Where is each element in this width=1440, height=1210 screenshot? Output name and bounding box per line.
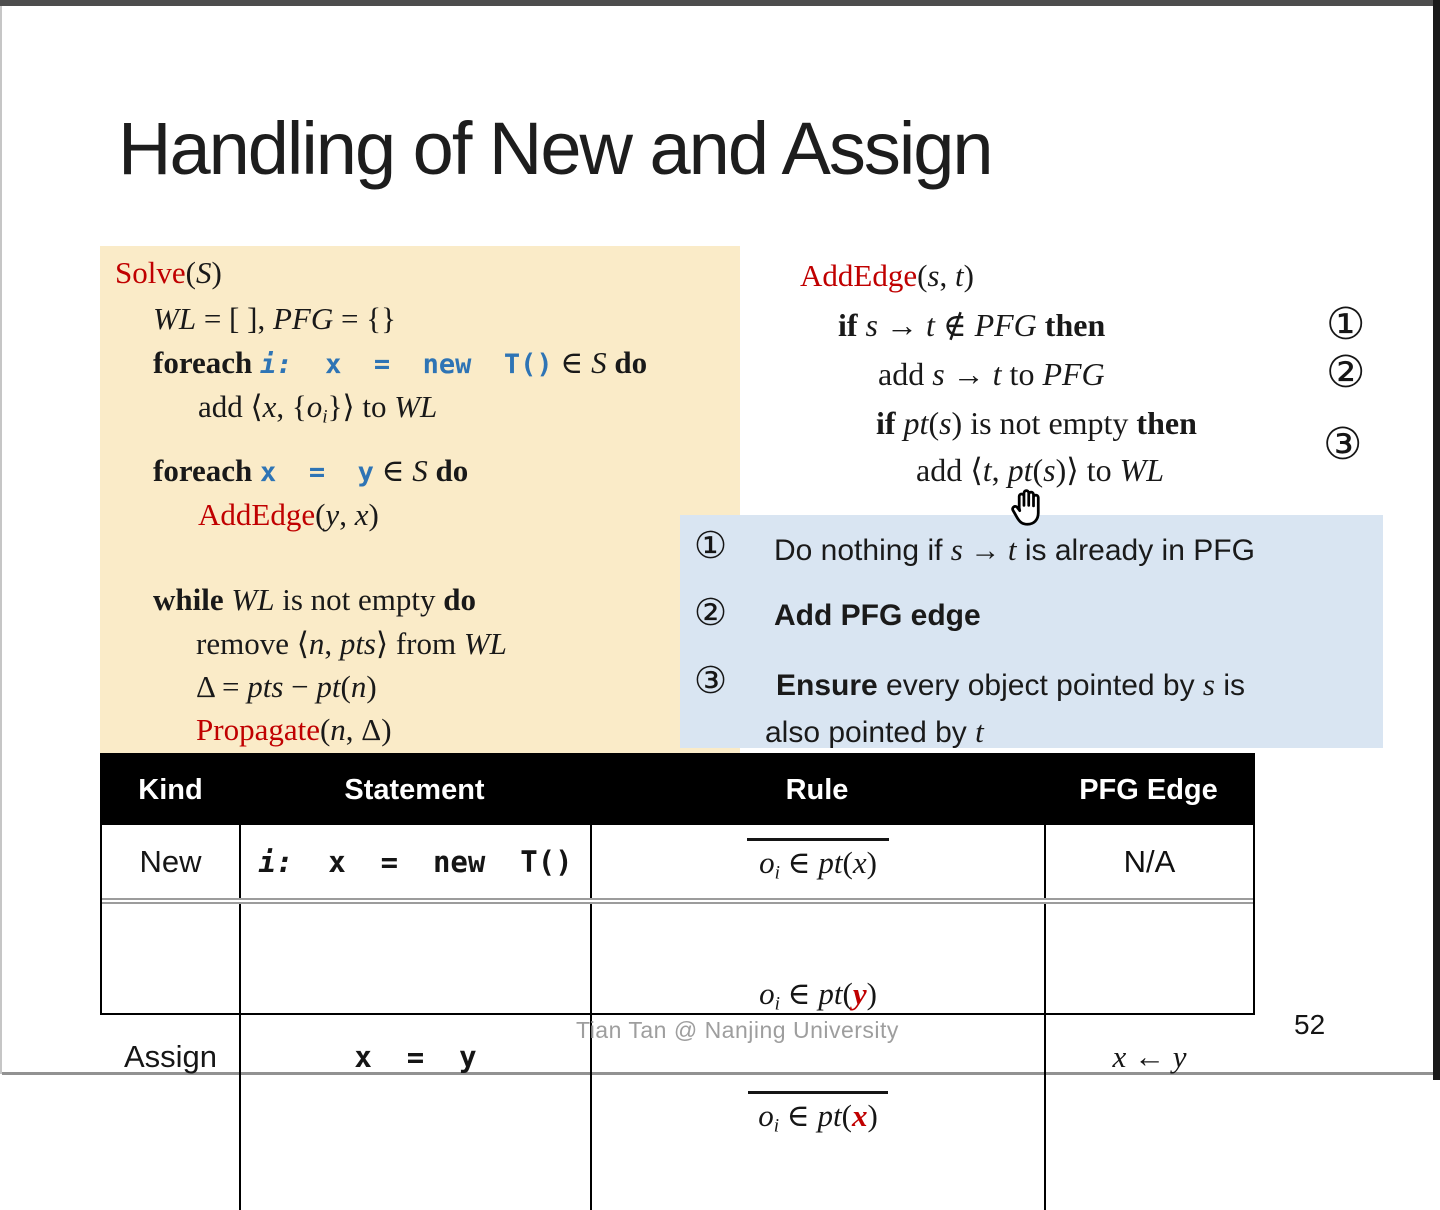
table-row-new: [102, 825, 1253, 898]
note-1-marker: ①: [694, 524, 728, 567]
note-3-marker: ③: [694, 659, 728, 702]
solve-line-10: Propagate(n, Δ): [196, 712, 392, 747]
note-3-text-line-1: Ensure every object pointed by s is: [776, 667, 1245, 702]
step-3-marker: ③: [1323, 419, 1363, 470]
solve-line-2: WL = [ ], PFG = {}: [153, 301, 396, 336]
new-rule: [590, 825, 1044, 898]
header-rule: Rule: [785, 773, 849, 806]
addedge-line-5: add ⟨t, pt(s)⟩ to WL: [916, 452, 1165, 488]
footer-credit: Tian Tan @ Nanjing University: [576, 1017, 899, 1043]
solve-line-4: add ⟨x, {oi}⟩ to WL: [198, 389, 438, 428]
frame-left-edge: [0, 6, 2, 1074]
header-statement: Statement: [344, 773, 485, 806]
note-1-text: Do nothing if s → t is already in PFG: [774, 532, 1255, 567]
header-kind: Kind: [138, 773, 203, 806]
hand-cursor-icon: [1006, 484, 1050, 530]
solve-line-5: foreach x = y ∈ S do: [153, 453, 469, 488]
solve-line-1: Solve(S): [115, 255, 222, 290]
step-2-marker: ②: [1326, 347, 1366, 398]
table-header-row: [102, 755, 1253, 825]
assign-kind: Assign: [123, 1038, 218, 1074]
assign-pfg-edge: x ← y: [1044, 904, 1253, 1210]
solve-line-9: Δ = pts − pt(n): [196, 669, 377, 704]
solve-pseudocode-box: [100, 246, 740, 753]
rule-premise: oi ∈ pt(y): [759, 976, 877, 1015]
note-2-text: Add PFG edge: [774, 599, 981, 632]
note-2-marker: ②: [694, 591, 728, 634]
solve-line-7: while WL is not empty do: [153, 582, 476, 617]
addedge-line-2: if s → t ∉ PFG then: [838, 307, 1106, 343]
page-number: 52: [1294, 1009, 1326, 1040]
inference-rule-fraction: [748, 904, 888, 1210]
axiom-rule: oi ∈ pt(x): [747, 838, 889, 884]
assign-statement: x = y: [239, 904, 590, 1210]
notes-box: [680, 515, 1383, 748]
addedge-line-4: if pt(s) is not empty then: [876, 405, 1197, 441]
new-kind: New: [139, 843, 202, 879]
addedge-line-1: AddEdge(s, t): [800, 258, 974, 293]
frame-right-edge: [1433, 0, 1440, 1080]
new-statement: i: x = new T(): [239, 825, 590, 898]
step-1-marker: ①: [1326, 299, 1366, 350]
addedge-line-3: add s → t to PFG: [878, 356, 1105, 392]
header-pfg-edge: PFG Edge: [1079, 773, 1218, 806]
frame-top-edge: [0, 0, 1440, 6]
solve-line-6: AddEdge(y, x): [198, 497, 379, 532]
solve-line-8: remove ⟨n, pts⟩ from WL: [196, 626, 507, 661]
assign-rule: [590, 904, 1044, 1210]
new-pfg-edge: N/A: [1044, 825, 1253, 898]
note-3-text-line-2: also pointed by t: [765, 714, 984, 749]
solve-line-3: foreach i: x = new T() ∈ S do: [153, 345, 648, 380]
page-title: Handling of New and Assign: [118, 107, 992, 190]
rule-conclusion: oi ∈ pt(x): [748, 1091, 888, 1137]
